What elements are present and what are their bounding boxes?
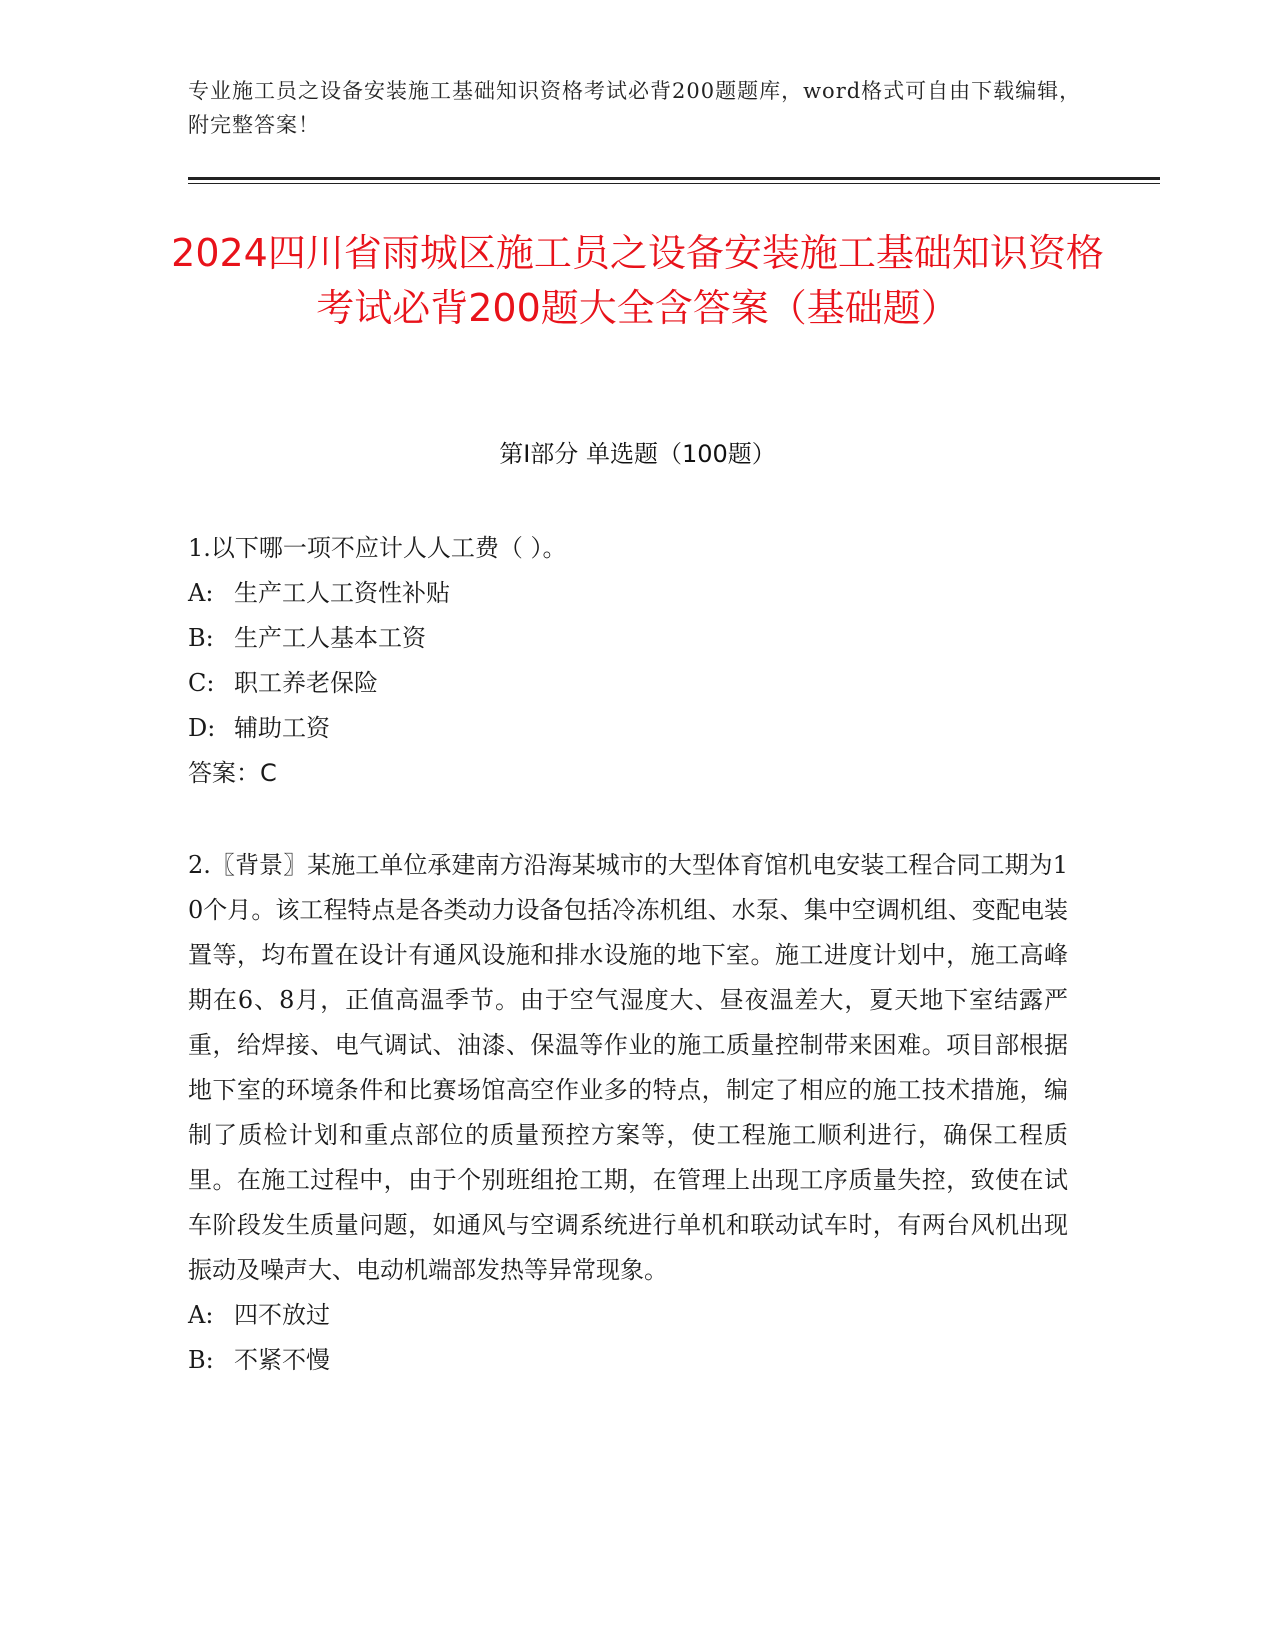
question-stem: 2.〖背景〗某施工单位承建南方沿海某城市的大型体育馆机电安装工程合同工期为10个月。该工程特点是各类动力设备包括冷冻机组、水泵、集中空调机组、变配电装置等，均布置在设计有通风设施和排水设施的地下室。施工进度计划中，施工高峰期在6、8月，正值高温季节。由于空气湿度大、昼夜温差大，夏天地下室结露严重，给焊接、电气调试、油漆、保温等作业的施工质量控制带来困难。项目部根据地下室的环境条件和比赛场馆高空作业多的特点，制定了相应的施工技术措施，编制了质检计划和重点部位的质量预控方案等，使工程施工顺利进行，确保工程质里。在施工过程中，由于个别班组抢工期，在管理上出现工序质量失控，致使在试车阶段发生质量问题，如通风与空调系统进行单机和联动试车时，有两台风机出现振动及噪声大、电动机端部发热等异常现象。: [188, 851, 1068, 1284]
option-d: [188, 706, 1068, 751]
option-b: [188, 1338, 1068, 1383]
option-text: 生产工人工资性补贴: [234, 579, 450, 607]
option-text: 不紧不慢: [234, 1346, 330, 1374]
document-title: 2024四川省雨城区施工员之设备安装施工基础知识资格考试必背200题大全含答案（基础题）: [171, 231, 1104, 330]
header-note: 专业施工员之设备安装施工基础知识资格考试必背200题题库，word格式可自由下载编辑，附完整答案！: [188, 79, 1082, 137]
option-text: 四不放过: [234, 1301, 330, 1329]
option-b: [188, 616, 1068, 661]
question-1: [188, 526, 1068, 796]
answer-line: 答案：C: [188, 759, 277, 787]
option-label: C:: [188, 669, 215, 697]
option-label: A:: [188, 579, 214, 607]
section-heading: 第Ⅰ部分 单选题（100题）: [499, 440, 776, 468]
option-c: [188, 661, 1068, 706]
header-rule-thin: [188, 183, 1160, 184]
option-text: 生产工人基本工资: [234, 624, 426, 652]
option-a: [188, 571, 1068, 616]
option-label: A:: [188, 1301, 214, 1329]
question-2: [188, 843, 1068, 1383]
option-a: [188, 1293, 1068, 1338]
option-label: D:: [188, 714, 216, 742]
question-stem: 1.以下哪一项不应计人人工费（ ）。: [188, 534, 567, 562]
option-text: 辅助工资: [234, 714, 330, 742]
option-label: B:: [188, 1346, 214, 1374]
header-rule-thick: [188, 177, 1160, 180]
option-text: 职工养老保险: [234, 669, 378, 697]
option-label: B:: [188, 624, 214, 652]
